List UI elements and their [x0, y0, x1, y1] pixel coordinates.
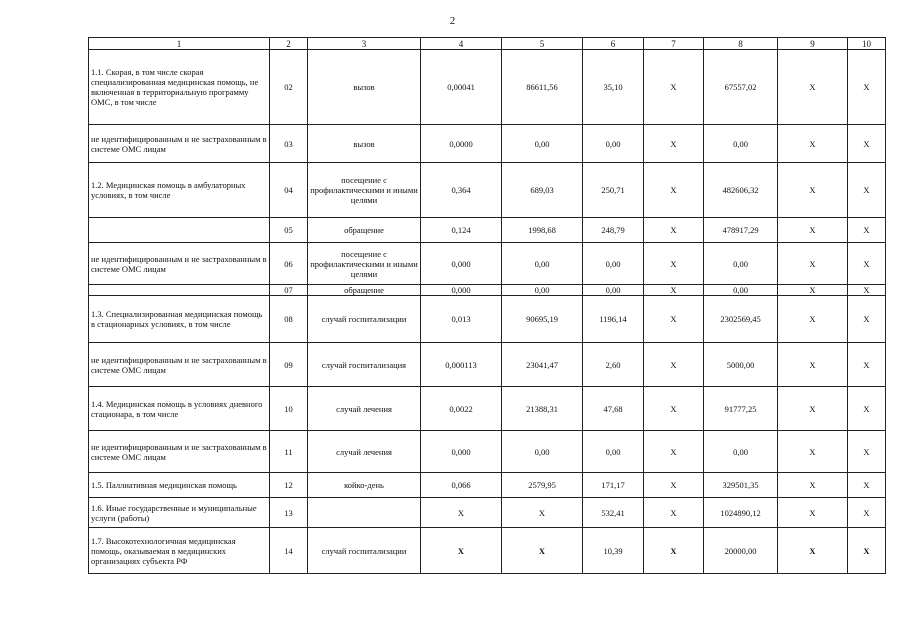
- table-cell: Х: [421, 528, 502, 574]
- header-cell: 3: [308, 38, 421, 50]
- header-cell: 8: [704, 38, 778, 50]
- table-row: [89, 343, 886, 387]
- table-cell: 1196,14: [583, 296, 644, 343]
- table-row: [89, 285, 886, 296]
- table-cell: 0,000: [421, 285, 502, 296]
- table-cell: Х: [644, 296, 704, 343]
- table-cell: 05: [270, 218, 308, 243]
- table-cell: 2302569,45: [704, 296, 778, 343]
- table-cell: 0,00: [502, 285, 583, 296]
- table-cell: 0,00: [704, 431, 778, 473]
- table-cell: Х: [644, 473, 704, 498]
- table-cell: Х: [778, 285, 848, 296]
- table-cell: Х: [848, 50, 886, 125]
- table-cell: Х: [848, 431, 886, 473]
- header-cell: 4: [421, 38, 502, 50]
- table-cell: 23041,47: [502, 343, 583, 387]
- row-label-cell: 1.1. Скорая, в том числе скорая специализированная медицинская помощь, не включенная в территориальную программу ОМС, в том числе: [89, 50, 270, 125]
- table-row: [89, 431, 886, 473]
- table-cell: Х: [778, 50, 848, 125]
- table-cell: Х: [644, 218, 704, 243]
- header-cell: 7: [644, 38, 704, 50]
- table-cell: посещение с профилактическими и иными целями: [308, 243, 421, 285]
- table-cell: 21388,31: [502, 387, 583, 431]
- header-cell: 6: [583, 38, 644, 50]
- table-cell: 86611,56: [502, 50, 583, 125]
- row-label-cell: не идентифицированным и не застрахованным в системе ОМС лицам: [89, 243, 270, 285]
- table-cell: 0,013: [421, 296, 502, 343]
- table-cell: Х: [778, 528, 848, 574]
- header-cell: 5: [502, 38, 583, 50]
- table-cell: 0,00041: [421, 50, 502, 125]
- table-cell: Х: [778, 498, 848, 528]
- table-cell: 2579,95: [502, 473, 583, 498]
- table-cell: Х: [644, 243, 704, 285]
- table-cell: 1998,68: [502, 218, 583, 243]
- header-cell: 9: [778, 38, 848, 50]
- table-row: [89, 387, 886, 431]
- table-cell: 10: [270, 387, 308, 431]
- table-cell: случай лечения: [308, 387, 421, 431]
- table-cell: 09: [270, 343, 308, 387]
- table-cell: Х: [644, 387, 704, 431]
- table-cell: Х: [848, 125, 886, 163]
- table-cell: Х: [848, 528, 886, 574]
- table-cell: посещение с профилактическими и иными целями: [308, 163, 421, 218]
- table-cell: вызов: [308, 125, 421, 163]
- table-cell: 20000,00: [704, 528, 778, 574]
- table-cell: 478917,29: [704, 218, 778, 243]
- table-cell: Х: [848, 473, 886, 498]
- table-cell: 0,00: [502, 125, 583, 163]
- table-cell: 0,00: [583, 125, 644, 163]
- table-cell: 67557,02: [704, 50, 778, 125]
- table-cell: 14: [270, 528, 308, 574]
- table-cell: Х: [778, 296, 848, 343]
- table-cell: Х: [778, 163, 848, 218]
- table-body: [89, 38, 886, 574]
- table-row: [89, 163, 886, 218]
- table-cell: 12: [270, 473, 308, 498]
- table-cell: 532,41: [583, 498, 644, 528]
- table-cell: Х: [778, 125, 848, 163]
- table-cell: 08: [270, 296, 308, 343]
- table-cell: Х: [778, 343, 848, 387]
- table-cell: вызов: [308, 50, 421, 125]
- table-cell: Х: [644, 163, 704, 218]
- table-cell: Х: [848, 163, 886, 218]
- table-cell: 0,000: [421, 243, 502, 285]
- table-cell: Х: [848, 498, 886, 528]
- table-cell: 0,00: [502, 431, 583, 473]
- table-cell: Х: [502, 528, 583, 574]
- table-cell: 1024890,12: [704, 498, 778, 528]
- table-cell: 47,68: [583, 387, 644, 431]
- table-cell: 248,79: [583, 218, 644, 243]
- table-cell: 0,00: [583, 431, 644, 473]
- table-cell: 91777,25: [704, 387, 778, 431]
- header-cell: 2: [270, 38, 308, 50]
- table-cell: 0,00: [704, 285, 778, 296]
- table-cell: Х: [502, 498, 583, 528]
- table-cell: 0,000113: [421, 343, 502, 387]
- table-cell: 0,00: [704, 243, 778, 285]
- table-cell: Х: [644, 498, 704, 528]
- header-cell: 10: [848, 38, 886, 50]
- table-row: [89, 296, 886, 343]
- table-cell: 02: [270, 50, 308, 125]
- table-cell: [308, 498, 421, 528]
- table-cell: 482606,32: [704, 163, 778, 218]
- table-cell: Х: [644, 125, 704, 163]
- table-cell: обращение: [308, 218, 421, 243]
- table-row: [89, 243, 886, 285]
- row-label-cell: 1.2. Медицинская помощь в амбулаторных условиях, в том числе: [89, 163, 270, 218]
- table-cell: Х: [848, 218, 886, 243]
- table-cell: 250,71: [583, 163, 644, 218]
- table-cell: Х: [778, 243, 848, 285]
- row-label-cell: не идентифицированным и не застрахованным в системе ОМС лицам: [89, 343, 270, 387]
- table-cell: 689,03: [502, 163, 583, 218]
- page-number: 2: [449, 15, 456, 27]
- table-cell: 0,00: [502, 243, 583, 285]
- row-label-cell: 1.4. Медицинская помощь в условиях дневного стационара, в том числе: [89, 387, 270, 431]
- table-cell: койко-день: [308, 473, 421, 498]
- table-cell: случай госпитализации: [308, 296, 421, 343]
- table-cell: Х: [644, 528, 704, 574]
- table-cell: случай лечения: [308, 431, 421, 473]
- table-cell: 0,364: [421, 163, 502, 218]
- row-label-cell: 1.6. Иные государственные и муниципальные услуги (работы): [89, 498, 270, 528]
- table-row: [89, 473, 886, 498]
- table-row: [89, 498, 886, 528]
- table-cell: Х: [848, 296, 886, 343]
- table-header-row: [89, 38, 886, 50]
- table-cell: случай госпитализация: [308, 343, 421, 387]
- table-cell: Х: [848, 243, 886, 285]
- table-cell: Х: [848, 387, 886, 431]
- table-cell: Х: [848, 343, 886, 387]
- table-cell: Х: [644, 50, 704, 125]
- table-cell: 5000,00: [704, 343, 778, 387]
- row-label-cell: не идентифицированным и не застрахованным в системе ОМС лицам: [89, 125, 270, 163]
- table-cell: 329501,35: [704, 473, 778, 498]
- table-cell: обращение: [308, 285, 421, 296]
- table-cell: Х: [778, 431, 848, 473]
- row-label-cell: 1.7. Высокотехнологичная медицинская помощь, оказываемая в медицинских организациях субъекта РФ: [89, 528, 270, 574]
- table-cell: 0,00: [583, 243, 644, 285]
- table-cell: Х: [778, 387, 848, 431]
- table-cell: 0,124: [421, 218, 502, 243]
- row-label-cell: не идентифицированным и не застрахованным в системе ОМС лицам: [89, 431, 270, 473]
- table-cell: Х: [778, 218, 848, 243]
- table-cell: Х: [848, 285, 886, 296]
- row-label-cell: 1.3. Специализированная медицинская помощь в стационарных условиях, в том числе: [89, 296, 270, 343]
- table-cell: 2,60: [583, 343, 644, 387]
- table-cell: 0,0000: [421, 125, 502, 163]
- table-cell: 0,0022: [421, 387, 502, 431]
- table-cell: 04: [270, 163, 308, 218]
- row-label-cell: 1.5. Паллиативная медицинская помощь: [89, 473, 270, 498]
- table-cell: 11: [270, 431, 308, 473]
- table-cell: Х: [421, 498, 502, 528]
- table-cell: 03: [270, 125, 308, 163]
- table-cell: 171,17: [583, 473, 644, 498]
- table-cell: 0,000: [421, 431, 502, 473]
- table-row: [89, 528, 886, 574]
- table-row: [89, 50, 886, 125]
- table-cell: 35,10: [583, 50, 644, 125]
- table-row: [89, 218, 886, 243]
- header-cell: 1: [89, 38, 270, 50]
- table-cell: 90695,19: [502, 296, 583, 343]
- table-cell: 0,00: [583, 285, 644, 296]
- table-cell: случай госпитализации: [308, 528, 421, 574]
- row-label-cell: [89, 218, 270, 243]
- table-cell: 10,39: [583, 528, 644, 574]
- table-cell: 0,066: [421, 473, 502, 498]
- table-cell: 13: [270, 498, 308, 528]
- table-cell: 07: [270, 285, 308, 296]
- table-cell: Х: [778, 473, 848, 498]
- table-cell: 0,00: [704, 125, 778, 163]
- row-label-cell: [89, 285, 270, 296]
- table-row: [89, 125, 886, 163]
- table-cell: 06: [270, 243, 308, 285]
- table-cell: Х: [644, 343, 704, 387]
- table-cell: Х: [644, 285, 704, 296]
- data-table: [88, 37, 886, 574]
- table-cell: Х: [644, 431, 704, 473]
